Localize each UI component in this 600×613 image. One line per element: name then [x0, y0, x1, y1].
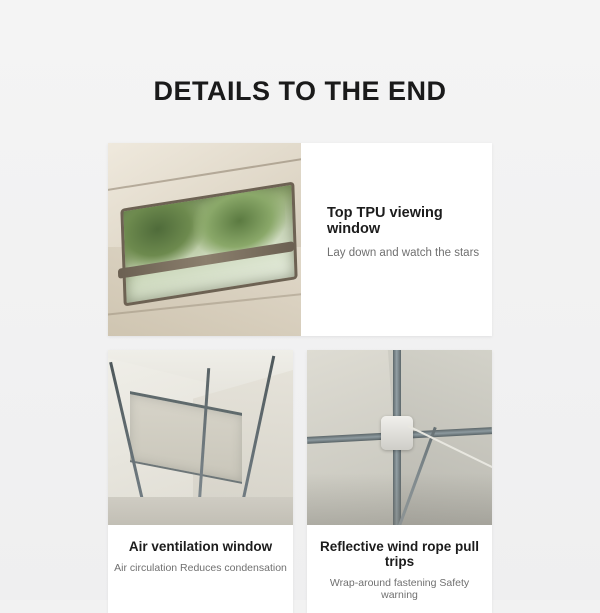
air-ventilation-caption	[108, 525, 293, 586]
tpu-viewing-window-image	[108, 143, 301, 336]
feature-card-row	[108, 350, 492, 613]
tpu-window-caption	[301, 143, 492, 336]
page-title: DETAILS TO THE END	[153, 76, 447, 106]
feature-card-tpu-window[interactable]	[108, 143, 492, 336]
feature-title: Air ventilation window	[128, 539, 273, 554]
air-ventilation-window-image	[108, 350, 293, 525]
feature-subtitle: Wrap-around fastening Safety warning	[329, 577, 470, 601]
feature-title: Reflective wind rope pull trips	[319, 539, 480, 569]
feature-title: Top TPU viewing window	[327, 205, 443, 237]
feature-card-list	[108, 143, 492, 613]
feature-card-air-ventilation[interactable]	[108, 350, 293, 613]
feature-subtitle: Lay down and watch the stars	[327, 247, 480, 259]
feature-card-reflective-rope[interactable]	[307, 350, 492, 613]
reflective-wind-rope-image	[307, 350, 492, 525]
feature-subtitle: Air circulation Reduces condensation	[114, 562, 287, 574]
